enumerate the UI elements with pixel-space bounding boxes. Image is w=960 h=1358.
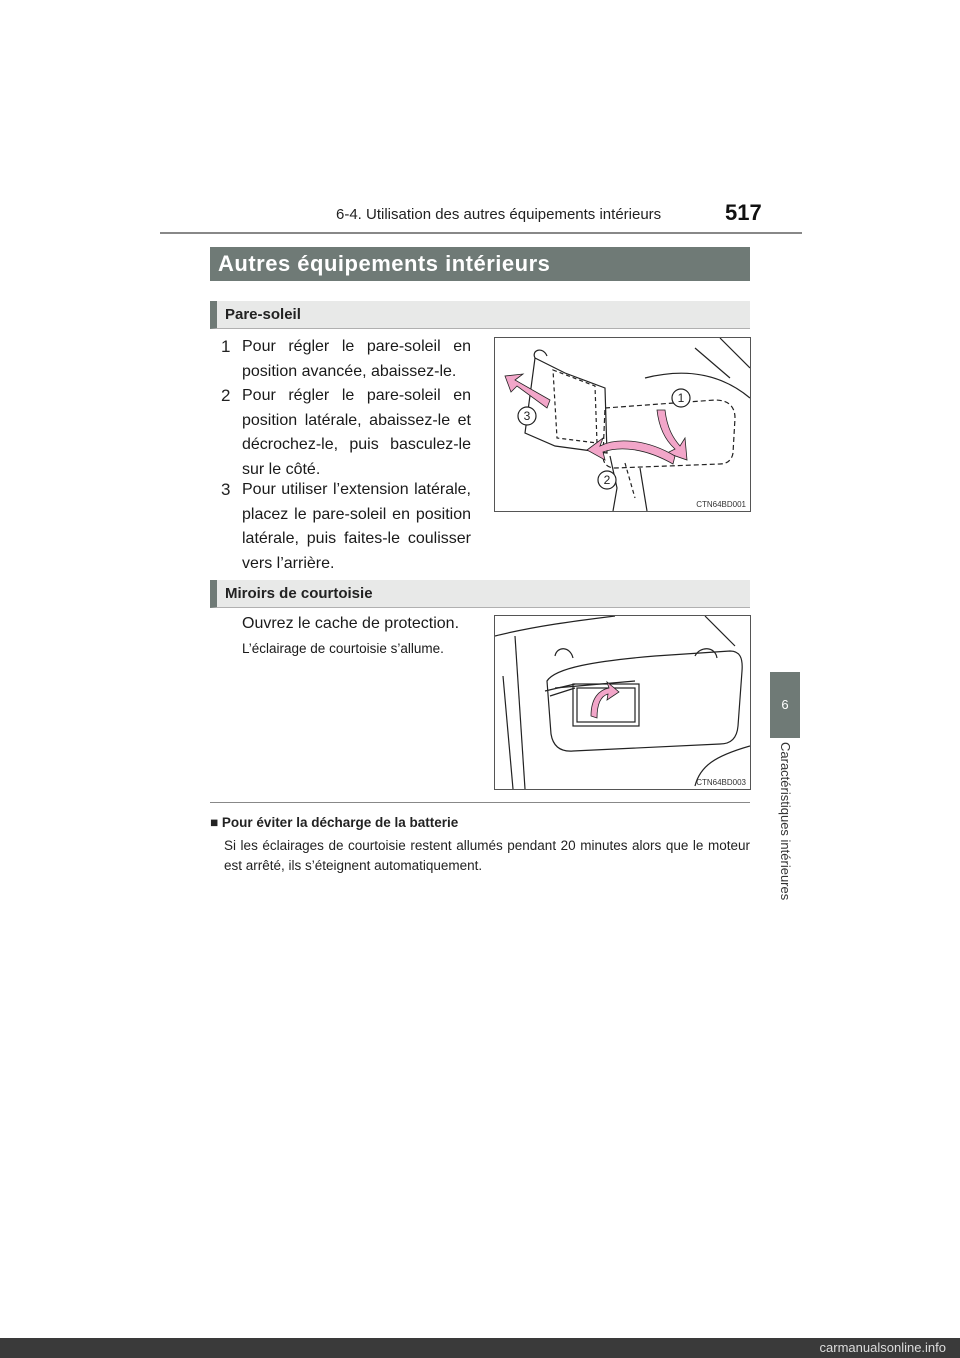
note-title-text: Pour éviter la décharge de la batterie	[221, 815, 459, 830]
note-rule	[210, 802, 750, 803]
sun-visor-illustration	[495, 338, 750, 511]
page-title: Autres équipements intérieurs	[210, 247, 750, 281]
note-body: Si les éclairages de courtoisie restent allumés pendant 20 minutes alors que le moteur est arrêté, ils s’éteignent automatiquement.	[224, 838, 750, 873]
header-section-title: 6-4. Utilisation des autres équipements intérieurs	[336, 206, 662, 223]
figure-code: CTN64BD003	[696, 778, 746, 787]
figure-code: CTN64BD001	[696, 500, 746, 509]
vanity-mirror-illustration	[495, 616, 750, 789]
sun-visor-figure	[494, 337, 751, 512]
page-number: 517	[725, 200, 762, 225]
step-text: Pour régler le pare-soleil en position avancée, abaissez-le.	[242, 338, 471, 380]
section-heading-vanity-mirrors: Miroirs de courtoisie	[210, 580, 750, 608]
chapter-label: Caractéristiques intérieures	[778, 742, 793, 901]
chapter-tab: 6	[770, 672, 800, 738]
step-number: 2	[221, 386, 231, 405]
note-title	[210, 815, 458, 830]
callout-1: 1	[677, 391, 685, 405]
step-number: 1	[221, 337, 231, 356]
note-bullet: ■	[210, 815, 219, 830]
vanity-instruction: Ouvrez le cache de protection.	[242, 615, 460, 632]
step-text: Pour utiliser l’extension latérale, placez le pare-soleil en position latérale, puis faites-le coulisser vers l’arrière.	[242, 481, 471, 572]
header-rule	[160, 232, 802, 234]
step-text: Pour régler le pare-soleil en position latérale, abaissez-le et décrochez-le, puis basculez-le sur le côté.	[242, 387, 471, 478]
step-number: 3	[221, 480, 231, 499]
callout-3: 3	[523, 409, 531, 423]
section-heading-sun-visor: Pare-soleil	[210, 301, 750, 329]
vanity-subtext: L’éclairage de courtoisie s’allume.	[242, 641, 444, 656]
footer-watermark: carmanualsonline.info	[0, 1338, 960, 1358]
callout-2: 2	[603, 473, 611, 487]
vanity-mirror-figure	[494, 615, 751, 790]
